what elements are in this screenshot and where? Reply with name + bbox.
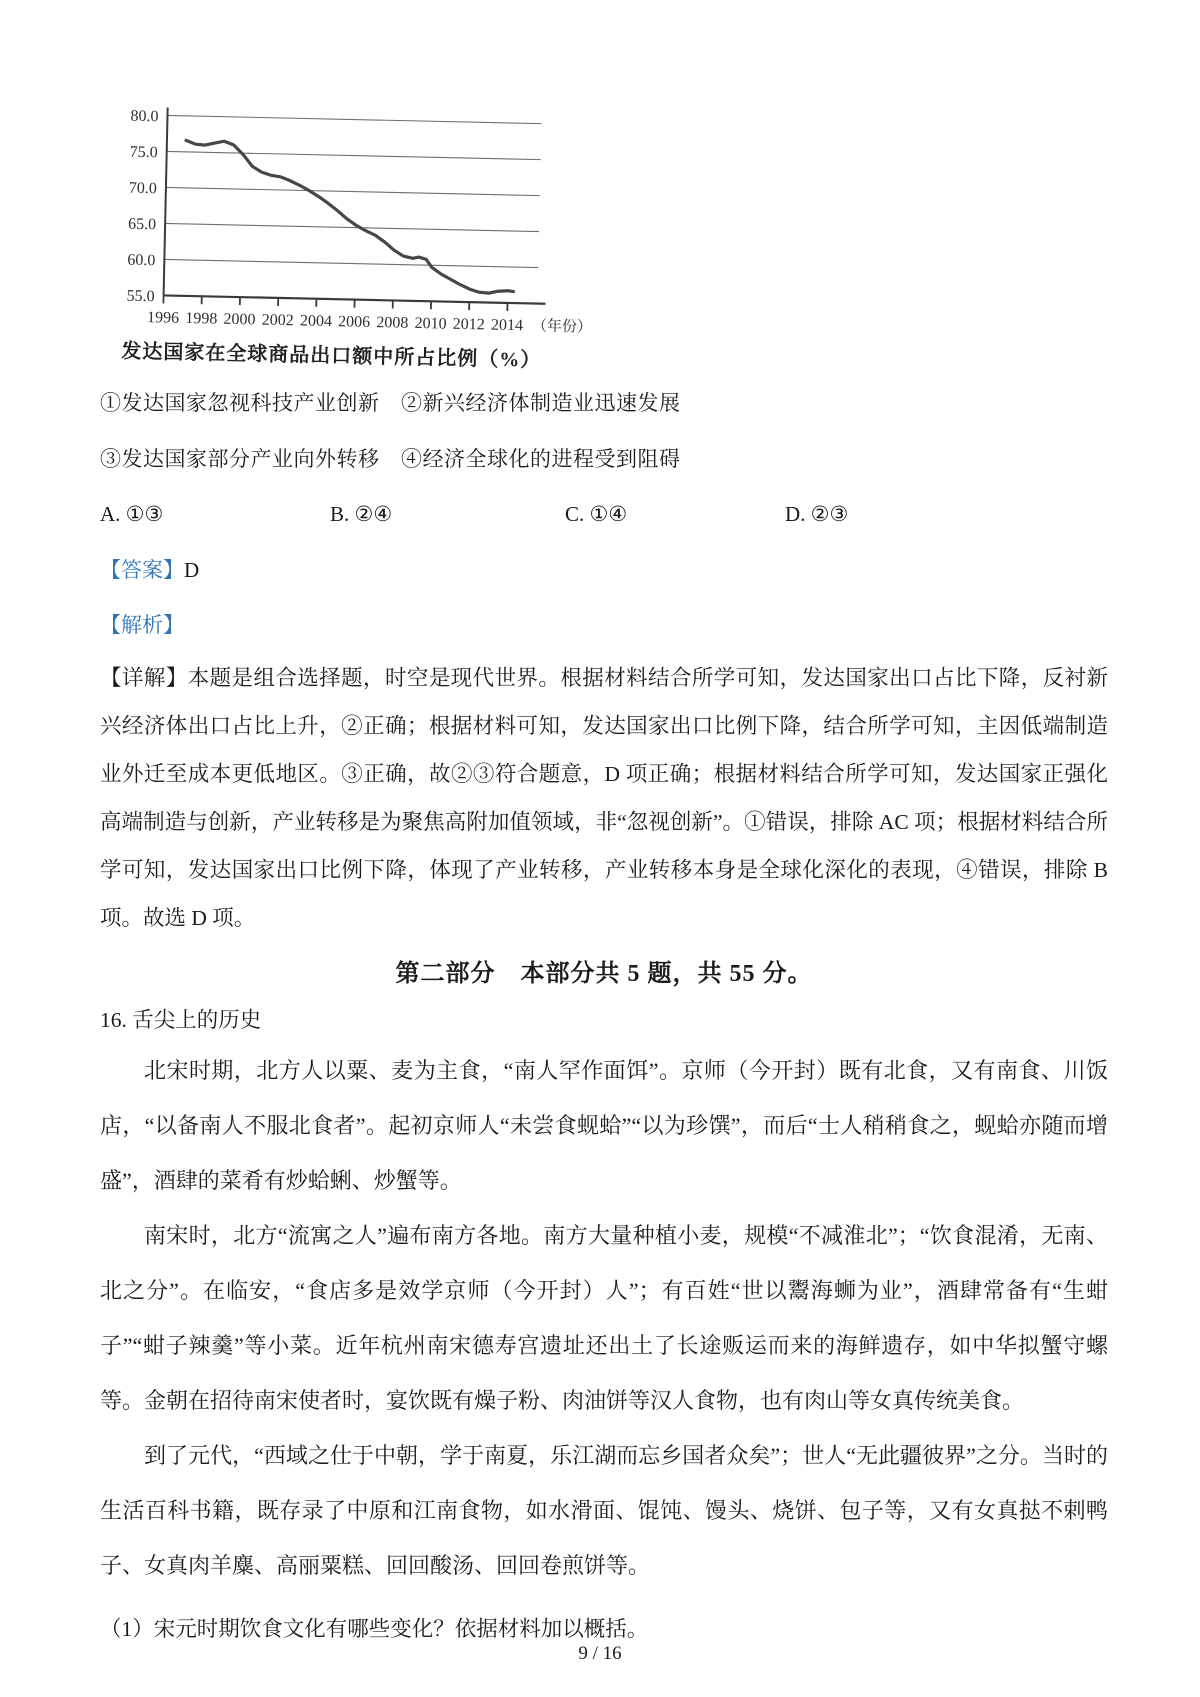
x-axis-tick-label: 2010 — [414, 314, 447, 333]
choice-d-value: ②③ — [810, 502, 849, 526]
choice-d — [785, 502, 1108, 527]
x-axis-tick-label: 2012 — [452, 315, 485, 334]
y-axis-tick-label: 75.0 — [129, 143, 158, 162]
y-axis-tick-label: 55.0 — [126, 287, 155, 306]
grid-line — [167, 151, 541, 159]
x-axis-unit-label: （年份） — [531, 318, 593, 336]
choice-b — [330, 502, 565, 527]
subquestion-1: （1）宋元时期饮食文化有哪些变化？依据材料加以概括。 — [100, 1617, 649, 1641]
detail-label: 【详解】 — [100, 666, 188, 690]
answer-line — [100, 554, 1108, 584]
material-paragraph-northern-song: 北宋时期，北方人以粟、麦为主食，“南人罕作面饵”。京师（今开封）既有北食，又有南食、川饭店，“以备南人不服北食者”。起初京师人“未尝食蚬蛤”“以为珍馔”，而后“士人稍稍食之，蚬蛤亦随而增盛”，酒肆的菜肴有炒蛤蜊、炒蟹等。 — [100, 1058, 1108, 1193]
export-share-chart-figure — [94, 92, 680, 376]
choice-c-value: ①④ — [589, 502, 628, 526]
choice-a-label: A. — [100, 502, 121, 526]
choices-row — [100, 502, 1108, 527]
answer-label: 【答案】 — [100, 558, 184, 582]
choice-d-label: D. — [785, 502, 806, 526]
x-axis-tick-label: 1996 — [146, 309, 180, 327]
choice-a — [100, 502, 330, 527]
x-axis-tick-label: 1998 — [185, 309, 218, 328]
question16-title — [100, 1003, 1108, 1034]
answer-value: D — [184, 558, 200, 582]
chart-caption: 发达国家在全球商品出口额中所占比例（%） — [121, 340, 542, 372]
x-axis-tick-label: 2002 — [261, 311, 294, 330]
detail-paragraph — [100, 654, 1108, 942]
option-statements-line-1: ①发达国家忽视科技产业创新 ②新兴经济体制造业迅速发展 — [100, 391, 681, 415]
line-chart — [95, 92, 680, 343]
question16-title-text: 舌尖上的历史 — [132, 1008, 262, 1032]
choice-b-value: ②④ — [354, 502, 393, 526]
x-axis-tick-label: 2008 — [376, 314, 409, 332]
y-axis-line — [164, 107, 168, 295]
grid-line — [165, 223, 539, 231]
y-axis-tick-label: 65.0 — [127, 215, 157, 234]
option-statements-line-2: ③发达国家部分产业向外转移 ④经济全球化的进程受到阻碍 — [100, 447, 681, 471]
choice-a-value: ①③ — [125, 502, 164, 526]
grid-line — [166, 187, 540, 195]
section-two-header: 第二部分 本部分共 5 题，共 55 分。 — [395, 961, 813, 987]
y-axis-tick-label: 60.0 — [127, 251, 156, 270]
material-paragraph-southern-song: 南宋时，北方“流寓之人”遍布南方各地。南方大量种植小麦，规模“不减淮北”；“饮食混淆，无南、北之分”。在临安，“食店多是效学京师（今开封）人”；有百姓“世以鬻海蛳为业”，酒肆常备有“生蚶子”“蚶子辣羹”等小菜。近年杭州南宋德寿宫遗址还出土了长途贩运而来的海鲜遗存，如中华拟蟹守螺等。金朝在招待南宋使者时，宴饮既有燥子粉、肉油饼等汉人食物，也有肉山等女真传统美食。 — [100, 1223, 1108, 1413]
grid-line — [164, 259, 538, 267]
choice-c — [565, 502, 785, 527]
analysis-line — [100, 609, 1108, 639]
detail-text: 本题是组合选择题，时空是现代世界。根据材料结合所学可知，发达国家出口占比下降，反衬新兴经济体出口占比上升，②正确；根据材料可知，发达国家出口比例下降，结合所学可知，主因低端制造业外迁至成本更低地区。③正确，故②③符合题意，D 项正确；根据材料结合所学可知，发达国家正强化高端制造与创新，产业转移是为聚焦高附加值领域，非“忽视创新”。①错误，排除 AC 项；根据材料结合所学可知，发达国家出口比例下降，体现了产业转移，产业转移本身是全球化深化的表现，④错误，排除 B 项。故选 D 项。 — [100, 666, 1108, 930]
x-axis-tick-label: 2014 — [490, 316, 524, 335]
question16-number: 16. — [100, 1008, 127, 1032]
data-line-developed-countries — [183, 140, 517, 293]
y-axis-tick-label: 70.0 — [128, 179, 158, 198]
x-axis-tick-label: 2006 — [337, 313, 371, 331]
x-axis-tick-label: 2004 — [299, 312, 333, 331]
choice-c-label: C. — [565, 502, 585, 526]
y-axis-tick-label: 80.0 — [130, 107, 159, 126]
grid-line — [168, 115, 542, 123]
choice-b-label: B. — [330, 502, 350, 526]
material-paragraph-yuan: 到了元代，“西域之仕于中朝，学于南夏，乐江湖而忘乡国者众矣”；世人“无此疆彼界”之分。当时的生活百科书籍，既存录了中原和江南食物，如水滑面、馄饨、馒头、烧饼、包子等，又有女真挞不剌鸭子、女真肉羊麋、高丽粟糕、回回酸汤、回回卷煎饼等。 — [100, 1443, 1108, 1578]
analysis-label: 【解析】 — [100, 613, 184, 637]
page-number: 9 / 16 — [578, 1643, 622, 1664]
x-axis-tick-label: 2000 — [223, 310, 256, 329]
